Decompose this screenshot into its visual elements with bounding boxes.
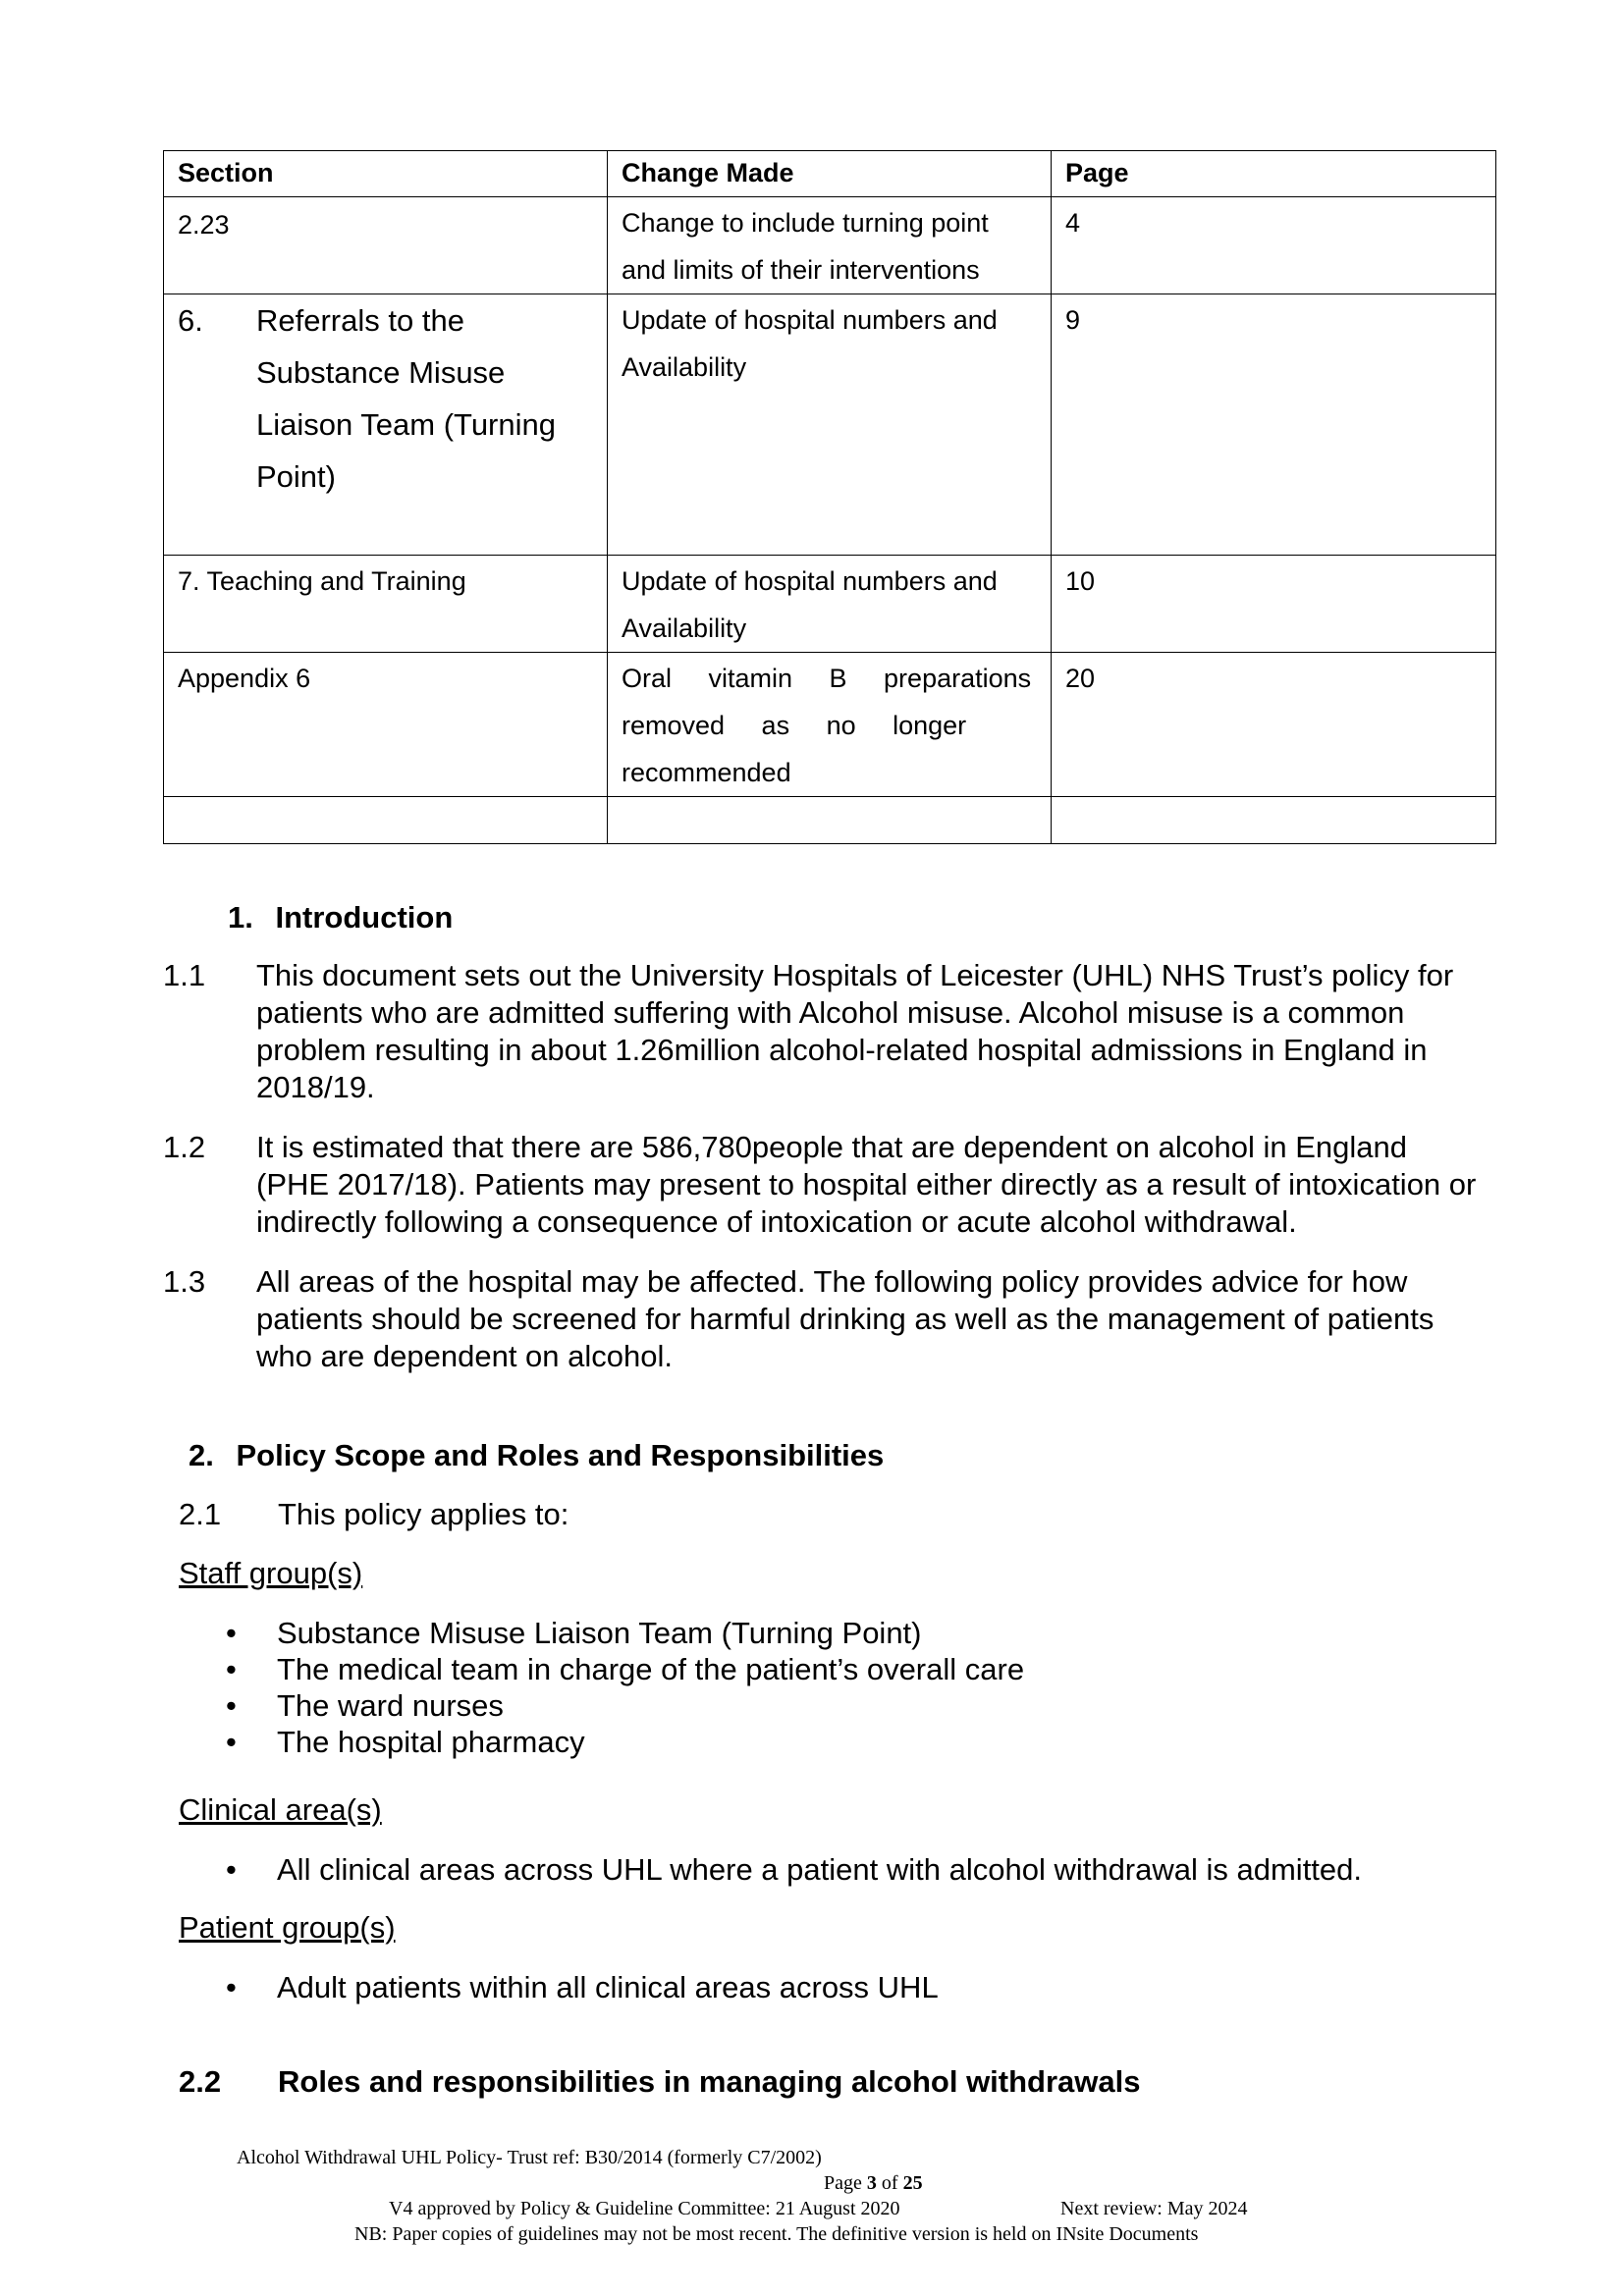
paragraph-number: 1.1	[163, 958, 206, 992]
list-item: • All clinical areas across UHL where a patient with alcohol withdrawal is admitted.	[226, 1851, 1362, 1888]
footer-page-word: Page	[824, 2172, 862, 2194]
list-item: • The ward nurses	[226, 1687, 1024, 1724]
intro-heading	[228, 900, 453, 935]
scope-heading-number: 2.	[189, 1438, 214, 1472]
patient-group-label: Patient group(s)	[179, 1910, 396, 1945]
row-section-text: Referrals to the Substance Misuse Liaison Team (Turning Point)	[256, 303, 556, 494]
table-header-row	[164, 151, 1496, 197]
footer-approved: V4 approved by Policy & Guideline Committee: 21 August 2020	[389, 2198, 900, 2219]
table-row	[164, 197, 1496, 294]
row-page: 10	[1052, 556, 1496, 653]
empty-cell	[1052, 797, 1496, 844]
clinical-area-list	[226, 1851, 1362, 1888]
paragraph-text: All areas of the hospital may be affected. The following policy provides advice for how patients should be screened for harmful drinking as well as the management of patients who are dependent on alcohol.	[256, 1264, 1435, 1373]
change-history-table	[163, 150, 1496, 844]
list-item: • Adult patients within all clinical areas across UHL	[226, 1969, 939, 2005]
staff-group-label: Staff group(s)	[179, 1556, 363, 1590]
row-page: 20	[1052, 653, 1496, 797]
scope-heading-text: Policy Scope and Roles and Responsibilities	[236, 1438, 885, 1472]
paragraph-1-3	[163, 1263, 1479, 1375]
scope-heading	[189, 1438, 884, 1473]
intro-heading-number: 1.	[228, 900, 253, 934]
row-change: Change to include turning point and limits of their interventions	[608, 197, 1052, 294]
paragraph-text: It is estimated that there are 586,780people that are dependent on alcohol in England (PHE 2017/18). Patients may present to hospital either directly as a result of intoxication or indirectly following a consequence of intoxication or acute alcohol withdrawal.	[256, 1130, 1477, 1239]
footer-page-indicator	[824, 2170, 923, 2196]
staff-group-list	[226, 1615, 1024, 1760]
table-row	[164, 556, 1496, 653]
row-section-number: 6.	[178, 303, 203, 338]
list-item: • The medical team in charge of the patient’s overall care	[226, 1651, 1024, 1687]
paragraph-2-1-number: 2.1	[179, 1497, 222, 1531]
list-item: • The hospital pharmacy	[226, 1724, 1024, 1760]
table-row-empty	[164, 797, 1496, 844]
footer-of-word: of	[881, 2172, 898, 2194]
paragraph-1-2	[163, 1129, 1479, 1241]
empty-cell	[164, 797, 608, 844]
footer-next-review: Next review: May 2024	[1060, 2198, 1248, 2219]
page-footer	[0, 2145, 1624, 2247]
paragraph-number: 1.2	[163, 1130, 206, 1164]
intro-heading-text: Introduction	[275, 900, 454, 934]
row-page: 4	[1052, 197, 1496, 294]
row-section: 2.23	[164, 197, 608, 294]
paragraph-1-1	[163, 957, 1479, 1106]
row-section	[164, 294, 608, 556]
footer-page-total: 25	[902, 2172, 923, 2194]
row-section: Appendix 6	[164, 653, 608, 797]
table-row	[164, 294, 1496, 556]
row-change: Update of hospital numbers and Availability	[608, 556, 1052, 653]
row-page: 9	[1052, 294, 1496, 556]
clinical-area-label: Clinical area(s)	[179, 1792, 382, 1827]
footer-page-number: 3	[866, 2172, 877, 2194]
row-change: Update of hospital numbers and Availability	[608, 294, 1052, 556]
paragraph-number: 1.3	[163, 1264, 206, 1299]
paragraph-2-2-heading: Roles and responsibilities in managing alcohol withdrawals	[278, 2064, 1141, 2099]
paragraph-2-2-number: 2.2	[179, 2064, 222, 2099]
patient-group-list	[226, 1969, 939, 2005]
paragraph-2-1-text: This policy applies to:	[278, 1497, 569, 1531]
header-section: Section	[164, 151, 608, 197]
header-page: Page	[1052, 151, 1496, 197]
table-row	[164, 653, 1496, 797]
paragraph-text: This document sets out the University Hospitals of Leicester (UHL) NHS Trust’s policy for patients who are admitted suffering with Alcohol misuse. Alcohol misuse is a common problem resulting in about 1.26million alcohol-related hospital admissions in England in 2018/19.	[256, 958, 1454, 1104]
row-change: Oral vitamin B preparations removed as no longer recommended	[608, 653, 1052, 797]
header-change-made: Change Made	[608, 151, 1052, 197]
empty-cell	[608, 797, 1052, 844]
list-item: • Substance Misuse Liaison Team (Turning Point)	[226, 1615, 1024, 1651]
row-section: 7. Teaching and Training	[164, 556, 608, 653]
footer-nb-note: NB: Paper copies of guidelines may not be most recent. The definitive version is held on INsite Documents	[354, 2223, 1199, 2245]
footer-policy-ref: Alcohol Withdrawal UHL Policy- Trust ref: B30/2014 (formerly C7/2002)	[237, 2147, 822, 2168]
